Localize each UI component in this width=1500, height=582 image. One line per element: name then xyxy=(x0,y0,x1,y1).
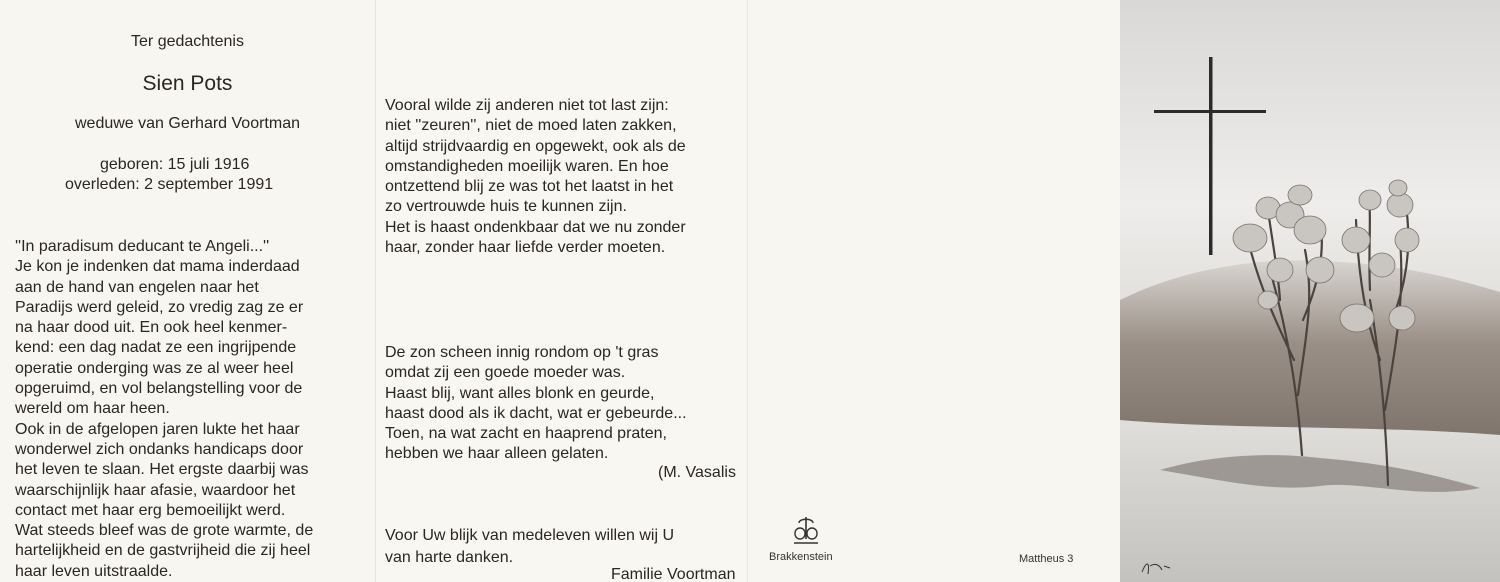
memorial-heading: Ter gedachtenis xyxy=(131,33,244,50)
publisher-name: Brakkenstein xyxy=(769,551,833,563)
text-line: opgeruimd, en vol belangstelling voor de xyxy=(15,380,303,398)
poem-line: De zon scheen innig rondom op 't gras xyxy=(385,344,659,361)
text-line: hartelijkheid en de gastvrijheid die zij heel xyxy=(15,542,311,560)
text-line: Paradijs werd geleid, zo vredig zag ze er xyxy=(15,298,304,316)
middle-panel xyxy=(375,0,748,582)
family-signature: Familie Voortman xyxy=(611,566,736,582)
memorial-text xyxy=(15,237,358,582)
text-line: wereld om haar heen. xyxy=(15,400,170,418)
life-dates xyxy=(65,155,274,195)
thanks-text xyxy=(385,525,674,569)
deceased-name: Sien Pots xyxy=(142,72,233,95)
text-line: haar, zonder haar liefde verder moeten. xyxy=(385,239,666,257)
text-line: operatie onderging was ze al weer heel xyxy=(15,359,294,377)
text-line: kend: een dag nadat ze een ingrijpende xyxy=(15,339,297,357)
artwork-panel xyxy=(1120,0,1500,582)
text-line: waarschijnlijk haar afasie, waardoor het xyxy=(15,481,296,499)
poem-line: omdat zij een goede moeder was. xyxy=(385,364,626,382)
poem-author: (M. Vasalis xyxy=(658,464,736,481)
text-line: Ook in de afgelopen jaren lukte het haar xyxy=(15,420,300,438)
text-line: ontzettend blij ze was tot het laatst in het xyxy=(385,178,674,196)
text-line: Wat steeds bleef was de grote warmte, de xyxy=(15,522,314,540)
poem-line: Toen, na wat zacht en haaprend praten, xyxy=(385,425,667,443)
thanks-line: van harte danken. xyxy=(385,549,514,566)
poem-line: hebben we haar alleen gelaten. xyxy=(385,445,609,463)
thanks-line: Voor Uw blijk van medeleven willen wij U xyxy=(385,527,675,544)
text-line: het leven te slaan. Het ergste daarbij was xyxy=(15,461,309,479)
text-line: wonderwel zich ondanks handicaps door xyxy=(15,440,304,458)
text-line: zo vertrouwde huis te kunnen zijn. xyxy=(385,198,627,216)
scripture-reference: Mattheus 3 xyxy=(1019,553,1074,565)
text-line: aan de hand van engelen naar het xyxy=(15,278,259,296)
text-line: na haar dood uit. En ook heel kenmer- xyxy=(15,319,288,337)
poem-line: haast dood als ik dacht, wat er gebeurde... xyxy=(385,404,687,422)
death-date: overleden: 2 september 1991 xyxy=(65,176,274,193)
text-line: contact met haar erg bemoeilijkt werd. xyxy=(15,501,286,519)
text-line: omstandigheden moeilijk waren. En hoe xyxy=(385,157,669,175)
text-line: Je kon je indenken dat mama inderdaad xyxy=(15,258,300,276)
poem xyxy=(385,343,687,465)
text-line: altijd strijdvaardig en opgewekt, ook als de xyxy=(385,137,686,155)
text-line: haar leven uitstraalde. xyxy=(15,562,173,580)
left-panel xyxy=(0,0,375,582)
widow-line: weduwe van Gerhard Voortman xyxy=(74,115,300,132)
text-line: niet ''zeuren'', niet de moed laten zakken, xyxy=(385,117,677,135)
text-line: Het is haast ondenkbaar dat we nu zonder xyxy=(385,218,686,236)
landscape-artwork xyxy=(1120,0,1500,582)
text-line: ''In paradisum deducant te Angeli...'' xyxy=(15,238,270,255)
birth-date: geboren: 15 juli 1916 xyxy=(100,156,250,173)
back-panel xyxy=(747,0,1121,582)
text-line: Vooral wilde zij anderen niet tot last zijn: xyxy=(385,97,669,114)
brakkenstein-logo-icon xyxy=(791,515,821,547)
poem-line: Haast blij, want alles blonk en geurde, xyxy=(385,384,655,402)
memorial-text-continued xyxy=(385,96,686,258)
